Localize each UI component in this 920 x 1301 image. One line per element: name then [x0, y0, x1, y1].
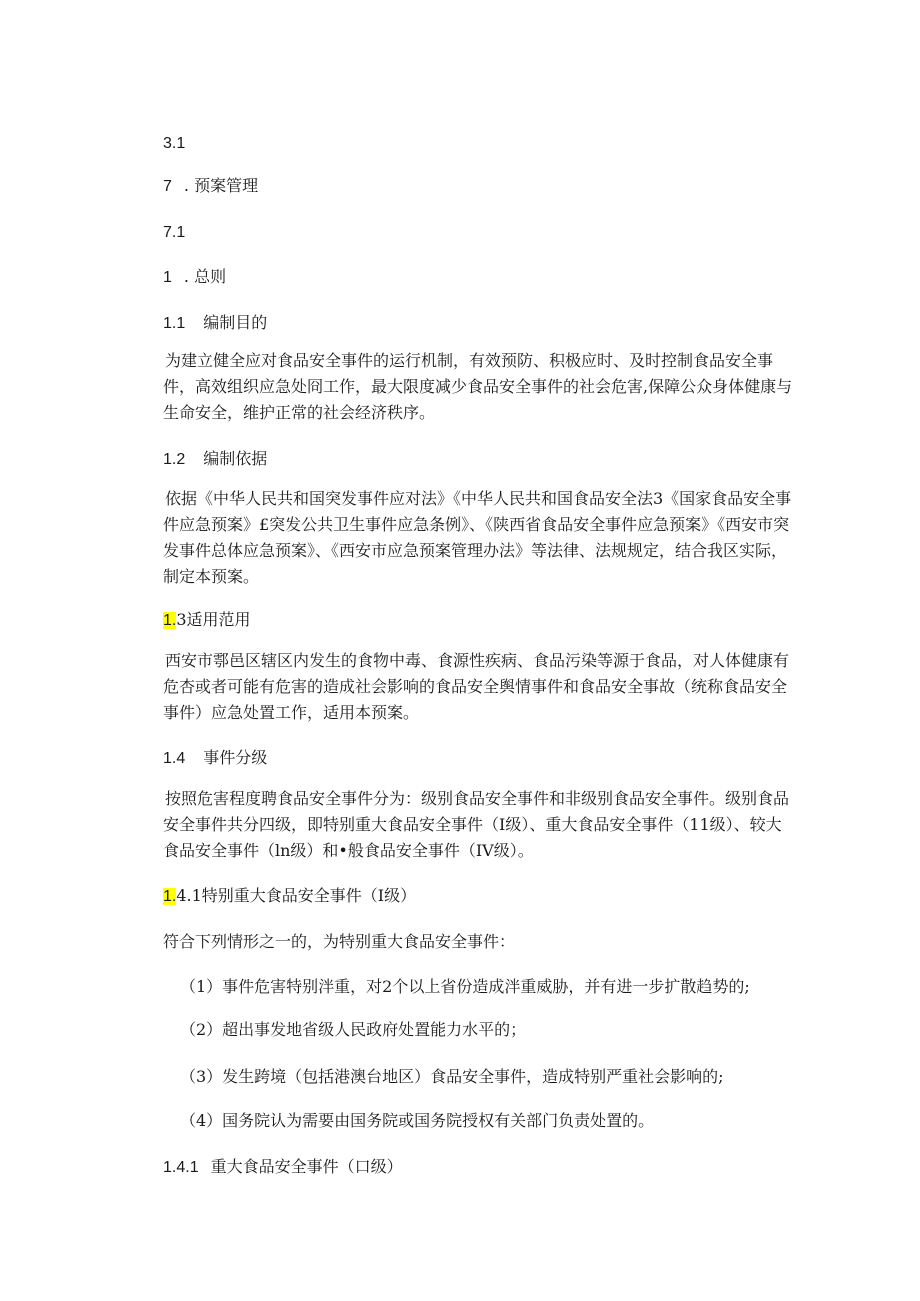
highlighted-number: 1.: [163, 612, 177, 629]
heading-1-3: [163, 610, 251, 631]
list-item-3: （3）发生跨境（包括港澳台地区）食品安全事件，造成特别严重社会影响的;: [180, 1067, 724, 1086]
number-text: 3.1: [163, 135, 186, 152]
heading-1-4-1-major: [163, 1157, 403, 1178]
heading-1-4-1: [163, 886, 416, 907]
list-item-4: （4）国务院认为需要由国务院或国务院授权有关部门负责处置的。: [180, 1111, 655, 1130]
heading-1-2: [163, 449, 267, 470]
heading-text: 编制依据: [203, 449, 268, 468]
number-text: 7.1: [163, 224, 186, 241]
heading-text: 重大食品安全事件（口级）: [210, 1157, 403, 1176]
highlighted-number: 1.: [163, 888, 177, 905]
paragraph-purpose: 为建立健全应对食品安全事件的运行机制，有效预防、积极应时、及时控制食品安全事件，高效组织应急处冏工作，最大限度减少食品安全事件的社会危害,保障公众身体健康与生命安全，维护正常的社会经济秩序。: [163, 351, 793, 422]
paragraph-basis: 依据《中华人民共和国突发事件应对法》《中华人民共和国食品安全法3《国家食品安全事件应急预案》£突发公共卫生事件应急条例》、《陕西省食品安全事件应急预案》《西安市突发事件总体应急预案》、《西安市应急预案管理办法》等法律、法规规定，结合我区实际，制定本预案。: [163, 489, 792, 586]
heading-text: 编制目的: [203, 313, 268, 332]
heading-1: [163, 267, 226, 288]
paragraph-criteria-intro: 符合下列情形之一的，为特别重大食品安全事件：: [163, 932, 516, 951]
list-item-2: （2）超出事发地省级人民政府处置能力水平的；: [180, 1020, 527, 1039]
heading-text: . 预案管理: [183, 176, 259, 195]
list-item-1: （1）事件危害特别泮重，对2个以上省份造成泮重威胁，并有进一步扩散趋势的;: [180, 977, 750, 996]
paragraph-classification: 按照危害程度聘食品安全事件分为：级别食品安全事件和非级别食品安全事件。级别食品安全事件共分四级，即特别重大食品安全事件（I级）、重大食品安全事件（11级）、较大食品安全事件（ln级）和•般食品安全事件（IV级）。: [163, 789, 790, 860]
heading-1-1: [163, 313, 267, 334]
heading-7: [163, 176, 258, 197]
paragraph-scope: 西安市鄠邑区辖区内发生的食物中毒、食源性疾病、食品污染等源于食品，对人体健康有危杏或者可能有危害的造成社会影响的食品安全舆情事件和食品安全事故（统称食品安全事件）应急处置工作，适用本预案。: [163, 651, 790, 722]
heading-number: 7: [163, 178, 172, 195]
heading-number: 1.1: [163, 315, 186, 332]
heading-number: 1.2: [163, 451, 186, 468]
heading-text: 3适用范用: [176, 610, 251, 629]
heading-text: 事件分级: [203, 748, 268, 767]
heading-text: . 总则: [183, 267, 227, 286]
heading-number: 1.4: [163, 750, 186, 767]
section-number-7-1: [163, 222, 185, 243]
heading-number: 1: [163, 269, 172, 286]
heading-1-4: [163, 748, 267, 769]
heading-number: 1.4.1: [163, 1159, 199, 1176]
heading-text: 4.1特别重大食品安全事件（I级）: [176, 886, 417, 905]
section-number-3-1: [163, 133, 185, 154]
